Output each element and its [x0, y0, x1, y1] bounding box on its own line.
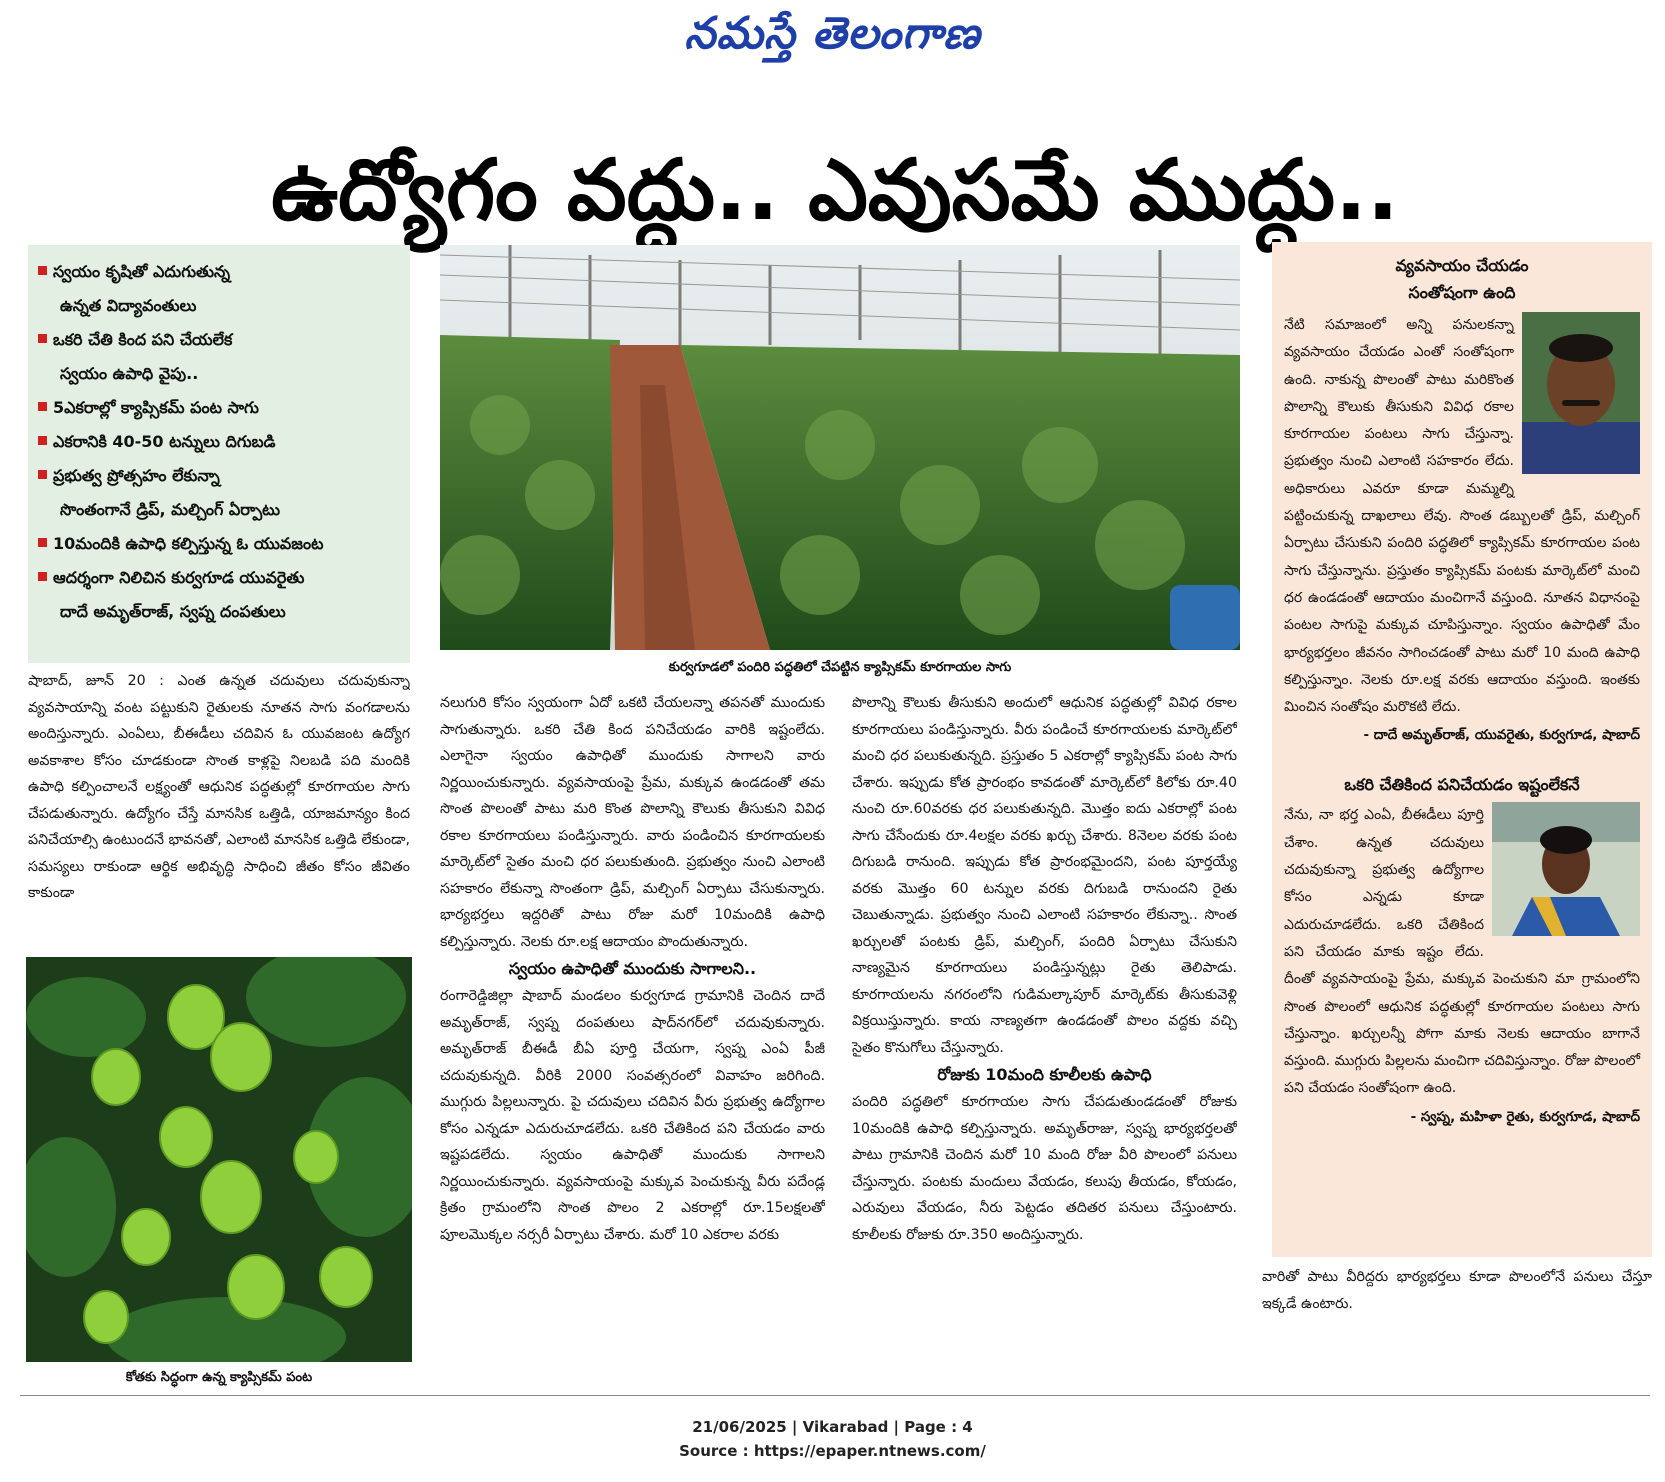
highlight-item [38, 459, 400, 493]
capsicum-illustration [26, 957, 412, 1362]
bullet-square-icon [38, 436, 47, 445]
bullet-square-icon [38, 470, 47, 479]
highlight-text-continued: స్వయం ఉపాధి వైపు.. [60, 364, 199, 383]
footer-rule [20, 1395, 1650, 1396]
footer-source: Source : https://epaper.ntnews.com/ [679, 1442, 986, 1460]
bullet-square-icon [38, 266, 47, 275]
article-paragraph: వారితో పాటు వీరిద్దరు భార్యభర్తలు కూడా పొలంలోనే పనులు చేస్తూ ఇక్కడే ఉంటారు. [1262, 1269, 1652, 1312]
highlight-text: 5ఎకరాల్లో క్యాప్సికమ్ పంట సాగు [53, 398, 259, 417]
article-paragraph: పొలాన్ని కౌలుకు తీసుకుని అందులో ఆధునిక పద్ధతుల్లో వివిధ రకాల కూరగాయలు పండిస్తున్నారు. వీరు పండించే కూరగాయలకు మార్కెట్‌లో మంచి ధర పలుకుతున్నది. ప్రస్తుతం 5 ఎకరాల్లో క్యాప్సికమ్ పంట సాగు చేశారు. ఇప్పుడు కోత ప్రారంభం కావడంతో మార్కెట్‌లో కిలోకు రూ.40 నుంచి రూ.60వరకు ధర పలుకుతున్నది. మొత్తం ఐదు ఎకరాల్లో పంట సాగు చేసేందుకు రూ.4లక్షల వరకు ఖర్చు చేశారు. 8నెలల వరకు పంట దిగుబడి రానుంది. ఇప్పుడు కోత ప్రారంభమైందని, పంట పూర్తయ్యే వరకు మొత్తం 60 టన్నుల వరకు దిగుబడి రానుందని రైతు చెబుతున్నాడు. ప్రభుత్వం నుంచి ఎలాంటి సహకారం లేకున్నా.. సొంత ఖర్చులతో పంటకు డ్రిప్, మల్చింగ్, పందిరి ఏర్పాటు చేసుకుని నాణ్యమైన కూరగాయలు పండిస్తున్నట్లు రైతు తెలిపాడు. కూరగాయలను నగరంలోని గుడిమల్కాపూర్ మార్కెట్‌కు తీసుకువెళ్లి విక్రయిస్తున్నారు. కాయ నాణ్యతగా ఉండడంతో పొలం వద్దకు వచ్చి సైతం కొనుగోలు చేస్తున్నారు. [852, 695, 1237, 1056]
sidebar-quotes [1272, 242, 1652, 1257]
capsicum-caption: కోతకు సిద్ధంగా ఉన్న క్యాప్సికమ్ పంట [125, 1370, 313, 1385]
highlight-text: ఎకరానికి 40-50 టన్నులు దిగుబడి [53, 432, 276, 451]
highlight-item [38, 561, 400, 595]
article-continuation [1262, 1264, 1652, 1384]
quote-title: సంతోషంగా ఉంది [1408, 283, 1516, 302]
article-paragraph: రంగారెడ్డిజిల్లా షాబాద్ మండలం కుర్వగూడ గ్రామానికి చెందిన దాదే అమృత్‌రాజ్, స్వప్న దంపతులు షాద్‌నగర్‌లో చదువుకున్నారు. అమృత్‌రాజ్ బీఈడీ బీఏ పూర్తి చేయగా, స్వప్న ఎంఏ పీజీ చదువుకున్నది. వీరికి 2000 సంవత్సరంలో వివాహం జరిగింది. ముగ్గురు పిల్లలున్నారు. పై చదువులు చదివిన వీరు ప్రభుత్వ ఉద్యోగాల కోసం ఎన్నడూ ఎదురుచూడలేదు. ఒకరి చేతికింద పని చేయడం వారు ఇష్టపడలేదు. స్వయం ఉపాధితో ముందుకు సాగాలని నిర్ణయించుకున్నారు. వ్యవసాయంపై మక్కువ పెంచుకున్న వీరు పదేండ్ల క్రితం గ్రామంలోని సొంత పొలం 2 ఎకరాల్లో రూ.15లక్షలతో పూలమొక్కల నర్సరీ ఏర్పాటు చేశారు. మరో 10 ఎకరాల వరకు [440, 988, 825, 1243]
highlights-box [28, 245, 410, 663]
quote-text [1284, 802, 1640, 1102]
greenhouse-illustration [440, 245, 1240, 650]
article-column-3 [852, 690, 1237, 1385]
quote-title: ఒకరి చేతికింద పనిచేయడం ఇష్టంలేకనే [1344, 775, 1580, 795]
highlight-text-continued: ఉన్నత విద్యావంతులు [60, 296, 197, 315]
quote-signature: - దాదే అమృత్‌రాజ్, యువరైతు, కుర్వగూడ, షాబాద్ [1363, 727, 1640, 744]
greenhouse-photo [440, 245, 1240, 650]
highlight-text: ప్రభుత్వ ప్రోత్సహం లేకున్నా [53, 466, 220, 485]
highlight-text: స్వయం కృషితో ఎదుగుతున్న [53, 262, 231, 281]
quote-signature: - స్వప్న, మహిళా రైతు, కుర్వగూడ, షాబాద్ [1410, 1108, 1640, 1125]
highlight-item [38, 425, 400, 459]
capsicum-photo [26, 957, 412, 1362]
highlight-item [38, 527, 400, 561]
portrait-woman-farmer [1492, 802, 1640, 936]
bullet-square-icon [38, 538, 47, 547]
highlight-text: 10మందికి ఉపాధి కల్పిస్తున్న ఓ యువజంట [53, 534, 324, 553]
highlight-item [38, 255, 400, 289]
quote-body: నేను, నా భర్త ఎంఏ, బీఈడీలు పూర్తి చేశాం. ఉన్నత చదువులు చదువుకున్నా ప్రభుత్వ ఉద్యోగాల కోసం ఎన్నడు కూడా ఎదురుచూడలేదు. ఒకరి చేతికింద పని చేయడం మాకు ఇష్టం లేదు. దీంతో వ్యవసాయంపై ప్రేమ, మక్కువ పెంచుకుని మా గ్రామంలోని సొంత పొలంలో ఆధునిక పద్ధతుల్లో కూరగాయల పంటలు సాగు చేస్తున్నాం. ఖర్చులన్నీ పోగా మాకు నెలకు ఆదాయం బాగానే వస్తుంది. ముగ్గురు పిల్లలను మంచిగా చదివిస్తున్నాం. రోజు పొలంలో పని చేయడం సంతోషంగా ఉంది. [1284, 807, 1640, 1097]
highlight-item [38, 323, 400, 357]
quote-text [1284, 312, 1640, 721]
subheading: స్వయం ఉపాధితో ముందుకు సాగాలని.. [508, 959, 757, 978]
article-column-1 [28, 668, 410, 950]
portrait-farmer [1522, 312, 1640, 474]
article-paragraph: నలుగురి కోసం స్వయంగా ఏదో ఒకటి చేయలన్నా తపనతో ముందుకు సాగుతున్నారు. ఒకరి చేతి కింద పనిచేయడం వారికి ఇష్టంలేదు. ఎలాగైనా స్వయం ఉపాధితో ముందుకు సాగాలని వారు నిర్ణయించుకున్నారు. వ్యవసాయంపై ప్రేమ, మక్కువ ఉండడంతో తమ సొంత పొలంతో పాటు మరి కొంత పొలాన్ని కౌలుకు తీసుకుని వివిధ రకాల కూరగాయలు పండిస్తున్నారు. వారు పండించిన కూరగాయలకు మార్కెట్‌లో సైతం మంచి ధర పలుకుతుంది. ప్రభుత్వం నుంచి ఎలాంటి సహకారం లేకున్నా సొంతంగా డ్రిప్, మల్చింగ్ ఏర్పాటు చేసుకున్నారు. భార్యభర్తలు ఇద్దరితో పాటు రోజు మరో 10మందికి ఉపాధి కల్పిస్తున్నారు. నెలకు రూ.లక్ష ఆదాయం పొందుతున్నారు. [440, 695, 825, 950]
highlight-text: ఒకరి చేతి కింద పని చేయలేక [53, 330, 233, 349]
highlight-text-continued: దాదే అమృత్‌రాజ్, స్వప్న దంపతులు [60, 602, 286, 621]
bullet-square-icon [38, 402, 47, 411]
highlight-text-continued: సొంతంగానే డ్రిప్, మల్చింగ్ ఏర్పాటు [60, 500, 280, 519]
highlight-text: ఆదర్శంగా నిలిచిన కుర్వగూడ యువరైతు [53, 568, 305, 587]
quote-body: నేటి సమాజంలో అన్ని పనులకన్నా వ్యవసాయం చేయడం ఎంతో సంతోషంగా ఉంది. నాకున్న పొలంతో పాటు మరికొంత పొలాన్ని కౌలుకు తీసుకుని వివిధ రకాల కూరగాయల పంటలు సాగు చేస్తున్నా. ప్రభుత్వం నుంచి ఎలాంటి సహకారం లేదు. అధికారులు ఎవరూ కూడా మమ్మల్ని పట్టించుకున్న దాఖలాలు లేవు. సొంత డబ్బులతో డ్రిప్, మల్చింగ్ ఏర్పాటు చేసుకుని పందిరి పద్ధతిలో క్యాప్సికమ్ కూరగాయల పంట సాగు చేస్తున్నాను. ప్రస్తుతం క్యాప్సికమ్ పంటకు మార్కెట్‌లో మంచి ధర ఉండడంతో ఆదాయం మంచిగానే వస్తుంది. నూతన విధానంపై పంటల సాగుపై మక్కువ చూపిస్తున్నాం. స్వయం ఉపాధితో మేం భార్యభర్తలం జీవనం సాగించడంతో పాటు మరో 10 మంది ఉపాధి కల్పిస్తున్నాం. నెలకు రూ.లక్ష వరకు ఆదాయం వస్తుంది. ఇంతకు మించిన సంతోషం మరొకటి లేదు. [1284, 317, 1640, 716]
article-column-2 [440, 690, 825, 1385]
masthead-logo: నమస్తే తెలంగాణ [684, 8, 981, 59]
bullet-square-icon [38, 572, 47, 581]
article-paragraph: షాబాద్, జూన్ 20 : ఎంత ఉన్నత చదువులు చదువుకున్నా వ్యవసాయాన్ని వంట పట్టుకుని రైతులకు నూతన సాగు వంగడాలను అందిస్తున్నారు. ఎంఏలు, బీఈడీలు చదివిన ఓ యువజంట ఉద్యోగ అవకాశాల కోసం చూడకుండా సొంత కాళ్లపై నిలబడి పది మందికి ఉపాధి కల్పించాలనే లక్ష్యంతో ఆధునిక పద్ధతుల్లో కూరగాయల సాగు చేపడుతున్నారు. ఉద్యోగం చేస్తే మానసిక ఒత్తిడి, యాజమాన్యం కింద పనిచేయాల్సి ఉంటుందనే భావనతో, ఎలాంటి మానసిక ఒత్తిడి లేకుండా, సమస్యలు రాకుండా ఆర్థిక అభివృద్ధి సాధించి జీతం కోసం జీవితం కాకుండా [28, 673, 410, 901]
article-paragraph: పందిరి పద్ధతిలో కూరగాయల సాగు చేపడుతుండడంతో రోజుకు 10మందికి ఉపాధి కల్పిస్తున్నారు. అమృత్‌రాజు, స్వప్న భార్యభర్తలతో పాటు గ్రామానికి చెందిన మరో 10 మంది రోజు వీరి పొలంలో పనులు చేస్తున్నారు. పంటకు మందులు వేయడం, కలుపు తీయడం, కోయడం, ఎరువులు వేయడం, నీరు పెట్టడం తదితర పనులు చేస్తుంటారు. కూలీలకు రోజుకు రూ.350 అందిస్తున్నారు. [852, 1094, 1237, 1243]
subheading: రోజుకు 10మంది కూలీలకు ఉపాధి [937, 1065, 1152, 1084]
footer-edition: 21/06/2025 | Vikarabad | Page : 4 [692, 1418, 973, 1436]
bullet-square-icon [38, 334, 47, 343]
headline: ఉద్యోగం వద్దు.. ఎవుసమే ముద్దు.. [271, 141, 1399, 239]
highlight-item [38, 391, 400, 425]
quote-title: వ్యవసాయం చేయడం [1395, 256, 1529, 275]
greenhouse-caption: కుర్వగూడలో పందిరి పద్ధతిలో చేపట్టిన క్యాప్సికమ్ కూరగాయల సాగు [668, 660, 1012, 675]
